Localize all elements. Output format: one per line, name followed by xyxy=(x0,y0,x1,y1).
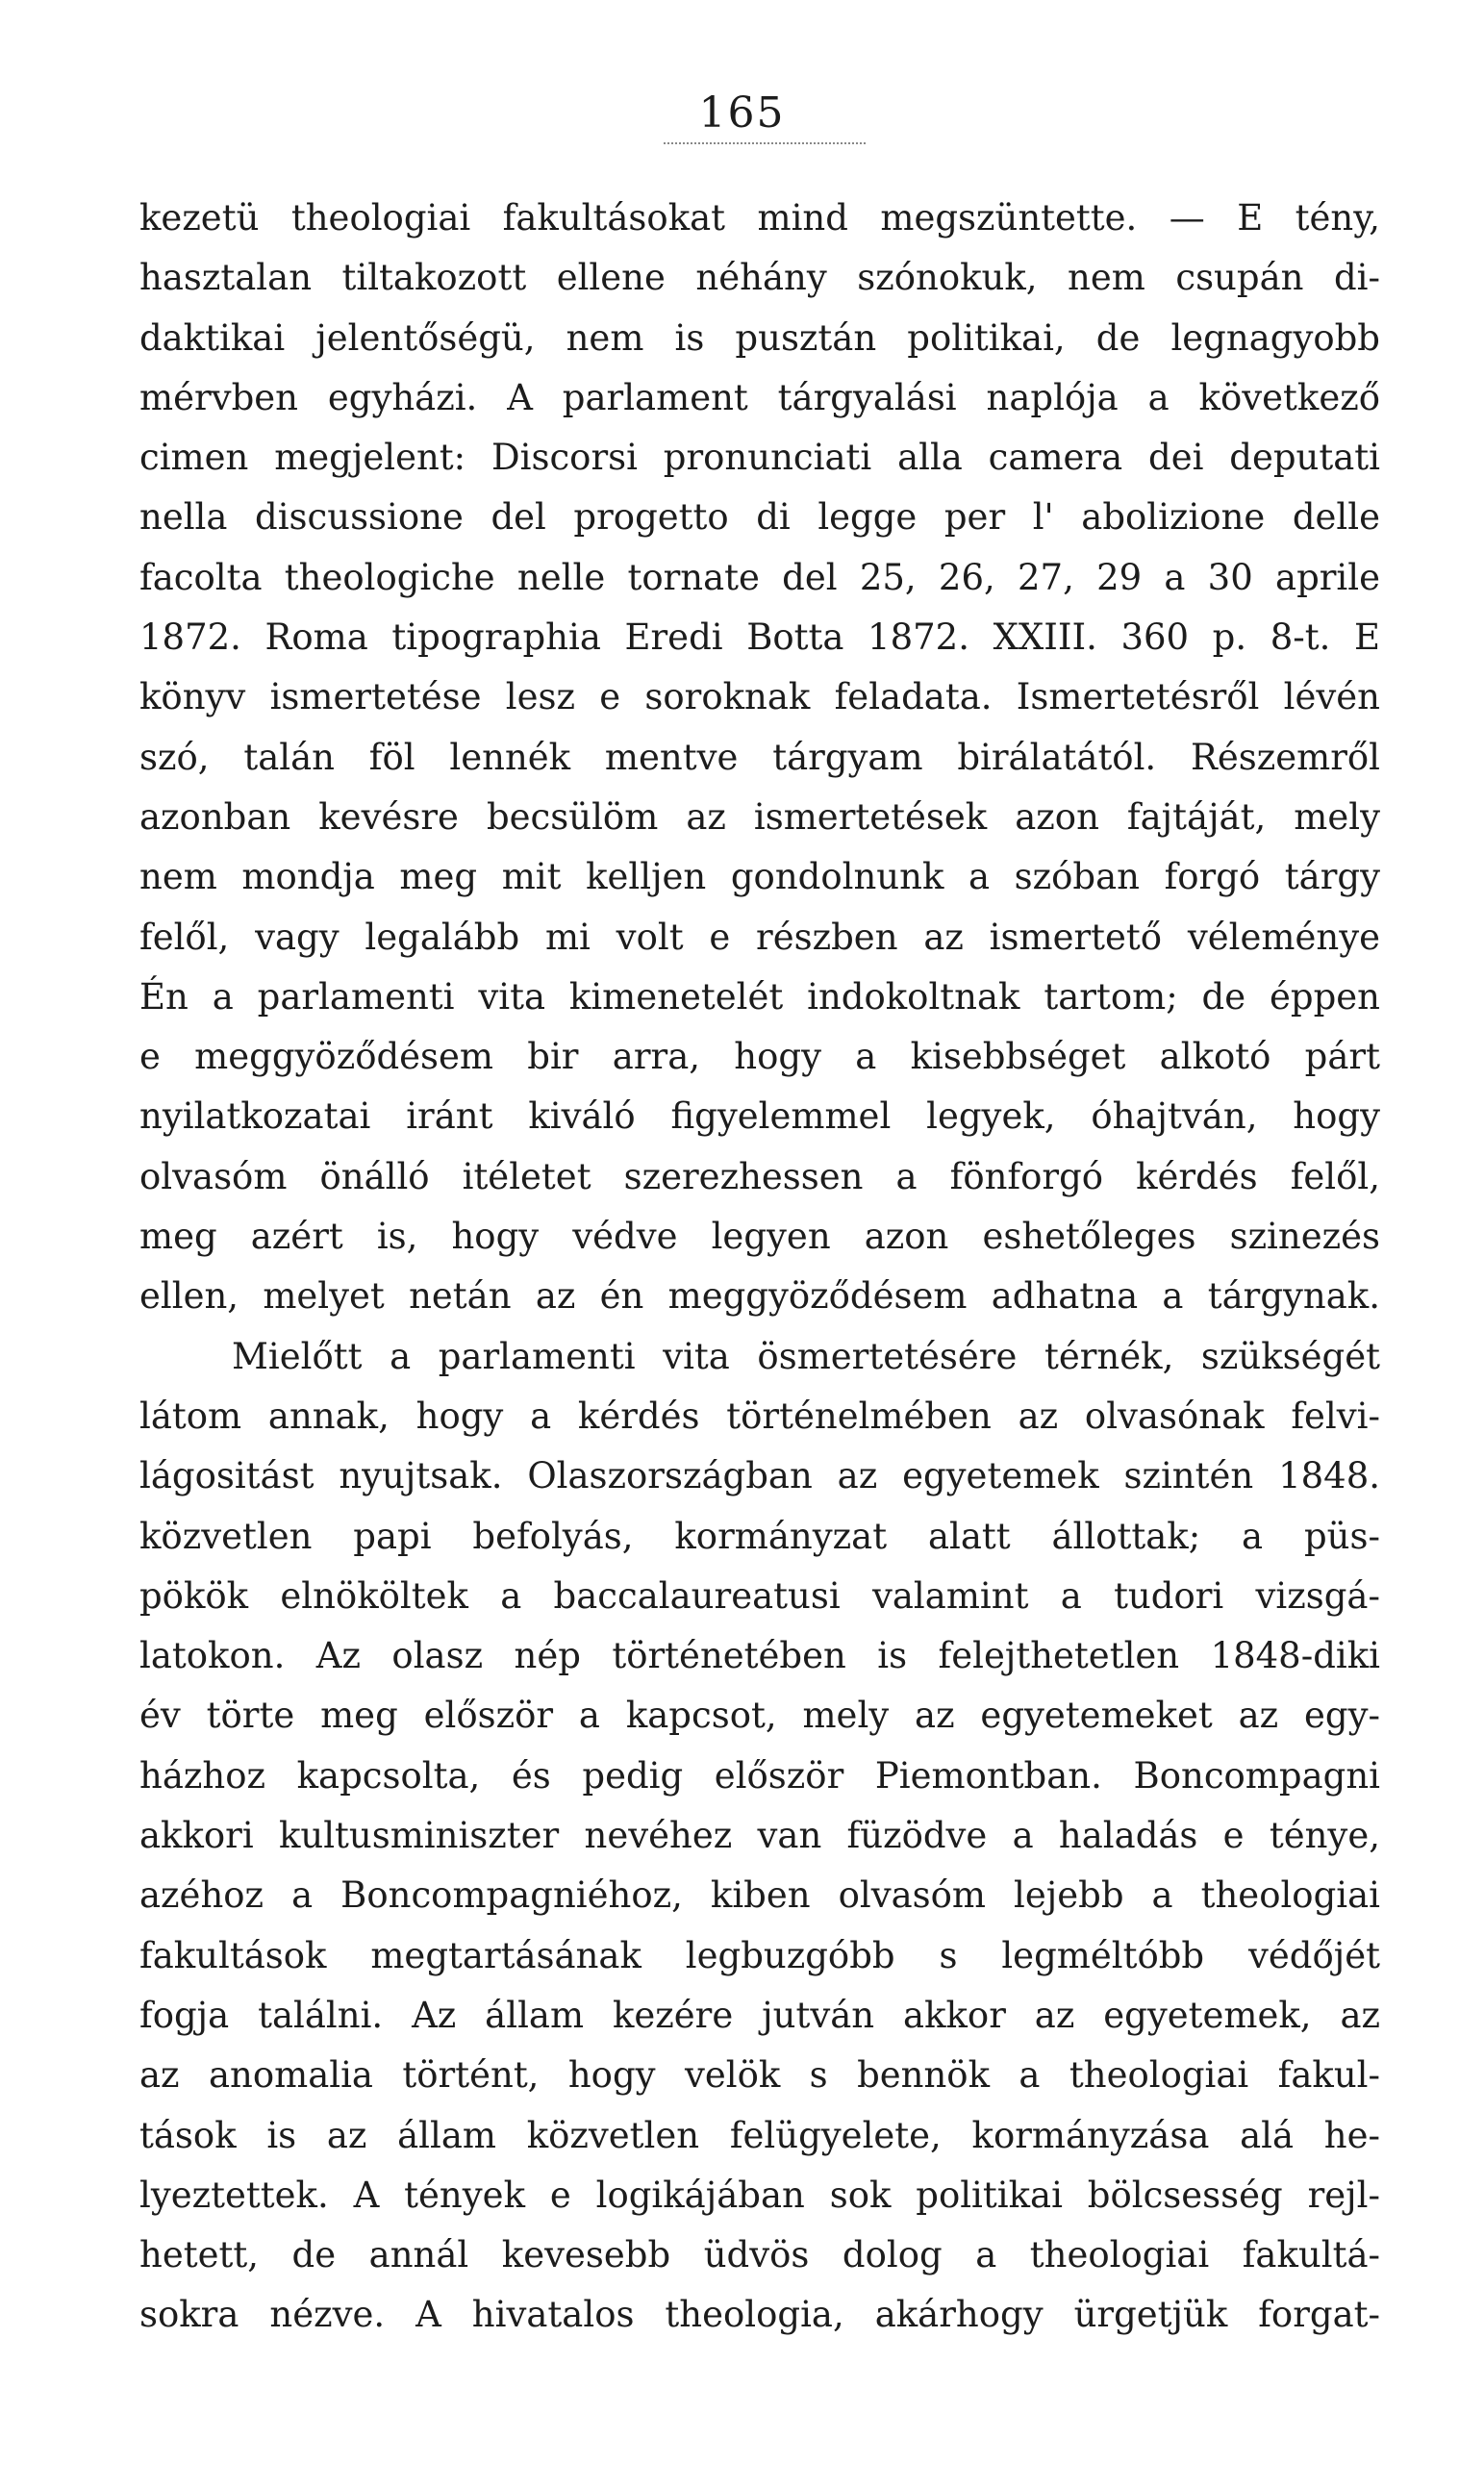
text-line: nella discussione del progetto di legge per l' abolizione delle xyxy=(139,496,1380,539)
text-line: hasztalan tiltakozott ellene néhány szónokuk, nem csupán di- xyxy=(139,257,1380,299)
text-line: Mielőtt a parlamenti vita ösmertetésére térnék, szükségét xyxy=(232,1335,1380,1377)
text-line: felől, vagy legalább mi volt e részben az ismertető véleménye xyxy=(139,916,1380,958)
body-text xyxy=(139,189,1380,2346)
text-line: az anomalia történt, hogy velök s bennök a theologiai fakul- xyxy=(139,2054,1380,2097)
text-line: ellen, melyet netán az én meggyöződésem adhatna a tárgynak. xyxy=(139,1275,1380,1318)
text-line: mérvben egyházi. A parlament tárgyalási naplója a következő xyxy=(139,376,1380,418)
text-line: látom annak, hogy a kérdés történelmében az olvasónak felvi- xyxy=(139,1395,1380,1437)
text-line: tások is az állam közvetlen felügyelete, kormányzása alá he- xyxy=(139,2114,1380,2156)
text-line: kezetü theologiai fakultásokat mind megszüntette. — E tény, xyxy=(139,197,1380,239)
text-line: 1872. Roma tipographia Eredi Botta 1872. XXIII. 360 p. 8-t. E xyxy=(139,616,1380,659)
page-number: 165 xyxy=(698,88,786,138)
text-line: fakultások megtartásának legbuzgóbb s legméltóbb védőjét xyxy=(139,1934,1380,1976)
text-line: akkori kultusminiszter nevéhez van füzödve a haladás e ténye, xyxy=(139,1815,1380,1857)
text-line: olvasóm önálló itéletet szerezhessen a fönforgó kérdés felől, xyxy=(139,1155,1380,1197)
text-line: latokon. Az olasz nép történetében is felejthetetlen 1848-diki xyxy=(139,1635,1380,1677)
text-line: házhoz kapcsolta, és pedig először Piemontban. Boncompagni xyxy=(139,1754,1380,1797)
text-line: cimen megjelent: Discorsi pronunciati alla camera dei deputati xyxy=(139,437,1380,479)
text-line: meg azért is, hogy védve legyen azon eshetőleges szinezés xyxy=(139,1216,1380,1258)
text-line: sokra nézve. A hivatalos theologia, akárhogy ürgetjük forgat- xyxy=(139,2294,1380,2336)
text-line: lágositást nyujtsak. Olaszországban az egyetemek szintén 1848. xyxy=(139,1455,1380,1497)
page-number-rule xyxy=(664,142,866,144)
text-line: nyilatkozatai iránt kiváló figyelemmel legyek, óhajtván, hogy xyxy=(139,1095,1380,1138)
text-line: e meggyöződésem bir arra, hogy a kisebbséget alkotó párt xyxy=(139,1036,1380,1078)
text-line: daktikai jelentőségü, nem is pusztán politikai, de legnagyobb xyxy=(139,316,1380,359)
text-line: fogja találni. Az állam kezére jutván akkor az egyetemek, az xyxy=(139,1994,1380,2036)
text-line: közvetlen papi befolyás, kormányzat alatt állottak; a püs- xyxy=(139,1515,1380,1557)
text-line: könyv ismertetése lesz e soroknak feladata. Ismertetésről lévén xyxy=(139,676,1380,718)
text-line: pökök elnököltek a baccalaureatusi valamint a tudori vizsgá- xyxy=(139,1574,1380,1617)
text-line: lyeztettek. A tények e logikájában sok politikai bölcsesség rejl- xyxy=(139,2174,1380,2216)
text-line: facolta theologiche nelle tornate del 25, 26, 27, 29 a 30 aprile xyxy=(139,556,1380,598)
text-line: azéhoz a Boncompagniéhoz, kiben olvasóm lejebb a theologiai xyxy=(139,1874,1380,1917)
text-line: szó, talán föl lennék mentve tárgyam birálatától. Részemről xyxy=(139,736,1380,778)
text-line: hetett, de annál kevesebb üdvös dolog a theologiai fakultá- xyxy=(139,2234,1380,2276)
text-line: azonban kevésre becsülöm az ismertetések azon fajtáját, mely xyxy=(139,795,1380,838)
text-line: nem mondja meg mit kelljen gondolnunk a szóban forgó tárgy xyxy=(139,856,1380,898)
text-line: Én a parlamenti vita kimenetelét indokoltnak tartom; de éppen xyxy=(139,975,1380,1018)
text-line: év törte meg először a kapcsot, mely az egyetemeket az egy- xyxy=(139,1695,1380,1737)
